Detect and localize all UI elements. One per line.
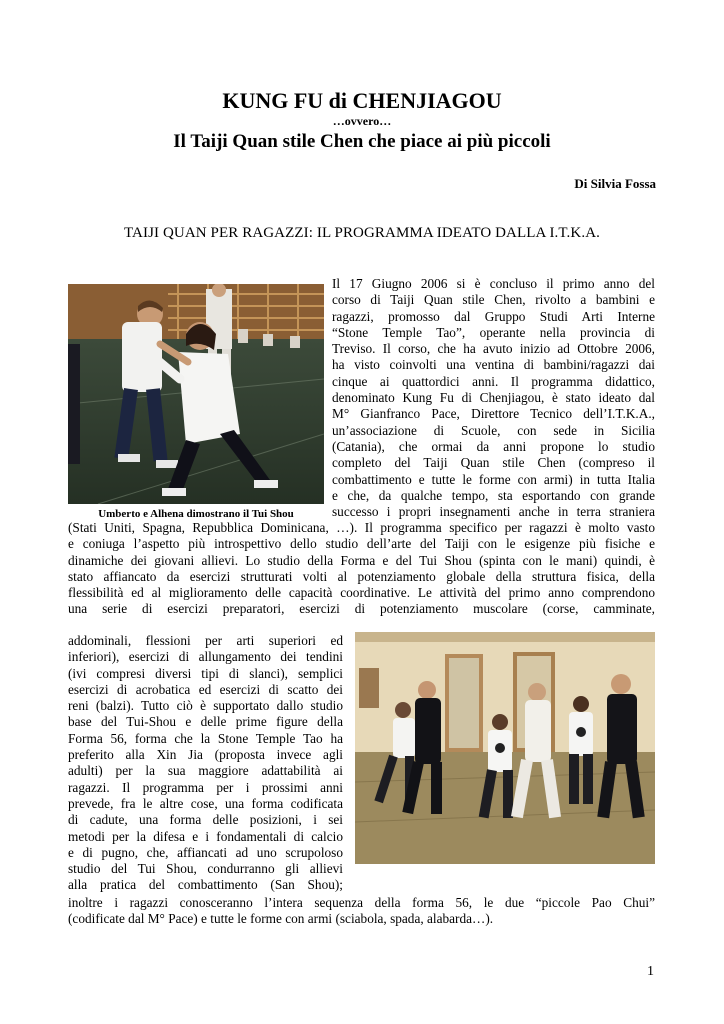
text-line: dinamiche dei giovani allievi. Lo studio della Forma e del Tui Shou (spinta con le mani) quindi, è bbox=[68, 552, 655, 568]
text-line: e che, da qualche tempo, sta esportando con grande bbox=[332, 487, 655, 503]
text-line: completo del Taiji Quan stile Chen (compreso il bbox=[332, 455, 655, 471]
text-line: e coniuga l’aspetto più introspettivo dello studio dell’arte del Taiji con le esigenze più fisiche e bbox=[68, 536, 655, 552]
photo-caption: Umberto e Alhena dimostrano il Tui Shou bbox=[98, 508, 294, 520]
text-line: ha visto coinvolti una ventina di bambini/ragazzi dai bbox=[332, 357, 655, 373]
page-number: 1 bbox=[647, 964, 654, 979]
text-line: ragazzi, promosso dal Gruppo Studi Arti Interne bbox=[332, 308, 655, 324]
article-title: KUNG FU di CHENJIAGOU bbox=[222, 88, 502, 113]
text-line: inferiori), esercizi di allungamento dei tendini bbox=[68, 649, 343, 665]
text-line: (Stati Uniti, Spagna, Repubblica Dominicana, …). Il programma specifico per ragazzi è molto vasto bbox=[68, 520, 655, 535]
paragraph-left-column bbox=[68, 633, 343, 894]
paragraph-full-width-2 bbox=[68, 895, 655, 928]
text-line: (ivi compresi diversi tipi di slanci), semplici bbox=[68, 665, 343, 681]
text-line: denominato Kung Fu di Chenjiagou, è stato ideato dal bbox=[332, 390, 655, 406]
paragraph-full-width-1 bbox=[68, 520, 655, 618]
text-line: esercizi di acrobatica ed esercizi di scatto dei bbox=[68, 681, 343, 697]
text-line: M° Gianfranco Pace, Direttore Tecnico dell’I.T.K.A., bbox=[332, 406, 655, 422]
photo-class-group bbox=[355, 632, 655, 864]
text-line: flessibilità ed al miglioramento delle capacità coordinative. Le attività del primo anno comprendono bbox=[68, 585, 655, 601]
text-line: prevede, fra le altre cose, una forma codificata bbox=[68, 795, 343, 811]
text-line: di cadute, una forma delle posizioni, i sei bbox=[68, 812, 343, 828]
text-line: adulti) per la sua maggiore adattabilità ai bbox=[68, 763, 343, 779]
text-line: Il 17 Giugno 2006 si è concluso il primo anno del bbox=[332, 276, 655, 291]
text-line: corso di Taiji Quan stile Chen, rivolto a bambini e bbox=[332, 292, 655, 308]
text-line: reni (balzi). Tutto ciò è supportato dallo studio bbox=[68, 698, 343, 714]
section-heading: TAIJI QUAN PER RAGAZZI: IL PROGRAMMA IDEATO DALLA I.T.K.A. bbox=[124, 225, 600, 241]
text-line: alla pratica del combattimento (San Shou); bbox=[68, 877, 343, 893]
text-line: Forma 56, forma che la Stone Temple Tao ha bbox=[68, 730, 343, 746]
text-line: “Stone Temple Tao”, operante nella provincia di bbox=[332, 324, 655, 340]
text-line: stato affiancato da esercizi strutturati volti al potenziamento globale della struttura fisica, della bbox=[68, 568, 655, 584]
photo-tui-shou bbox=[68, 284, 324, 504]
text-line: (codificate dal M° Pace) e tutte le forme con armi (sciabola, spada, alabarda…). bbox=[68, 911, 494, 927]
author-byline: Di Silvia Fossa bbox=[574, 176, 656, 191]
text-line: preferito alla Xin Jia (proposta invece agli bbox=[68, 747, 343, 763]
text-line: ragazzi. Il programma per i prossimi anni bbox=[68, 779, 343, 795]
paragraph-right-column bbox=[332, 276, 655, 520]
text-line: (Catania), che ormai da anni propone lo studio bbox=[332, 438, 655, 454]
text-line: inoltre i ragazzi conosceranno l’intera sequenza della forma 56, le due “piccole Pao Chui” bbox=[68, 895, 655, 910]
text-line: base del Tui-Shou e delle prime figure della bbox=[68, 714, 343, 730]
text-line: una serie di esercizi preparatori, esercizi di potenziamento muscolare (corse, camminate, bbox=[68, 601, 655, 617]
text-line: successo i propri insegnamenti anche in terra straniera bbox=[332, 504, 655, 520]
article-subtitle: Il Taiji Quan stile Chen che piace ai più piccoli bbox=[173, 131, 551, 152]
text-line: studio del Tui Shou, condurranno gli allievi bbox=[68, 861, 343, 877]
text-line: e di pugno, che, affiancati ad uno scrupoloso bbox=[68, 844, 343, 860]
ovvero-line: …ovvero… bbox=[332, 114, 392, 128]
text-line: Treviso. Il corso, che ha avuto inizio ad Ottobre 2006, bbox=[332, 341, 655, 357]
text-line: metodi per la difesa e i fondamentali di calcio bbox=[68, 828, 343, 844]
text-line: un’associazione di Scuole, con sede in Sicilia bbox=[332, 422, 655, 438]
text-line: combattimento e tutte le forme con armi) in tutta Italia bbox=[332, 471, 655, 487]
text-line: addominali, flessioni per arti superiori ed bbox=[68, 633, 343, 648]
text-line: cinque ai quattordici anni. Il programma didattico, bbox=[332, 373, 655, 389]
